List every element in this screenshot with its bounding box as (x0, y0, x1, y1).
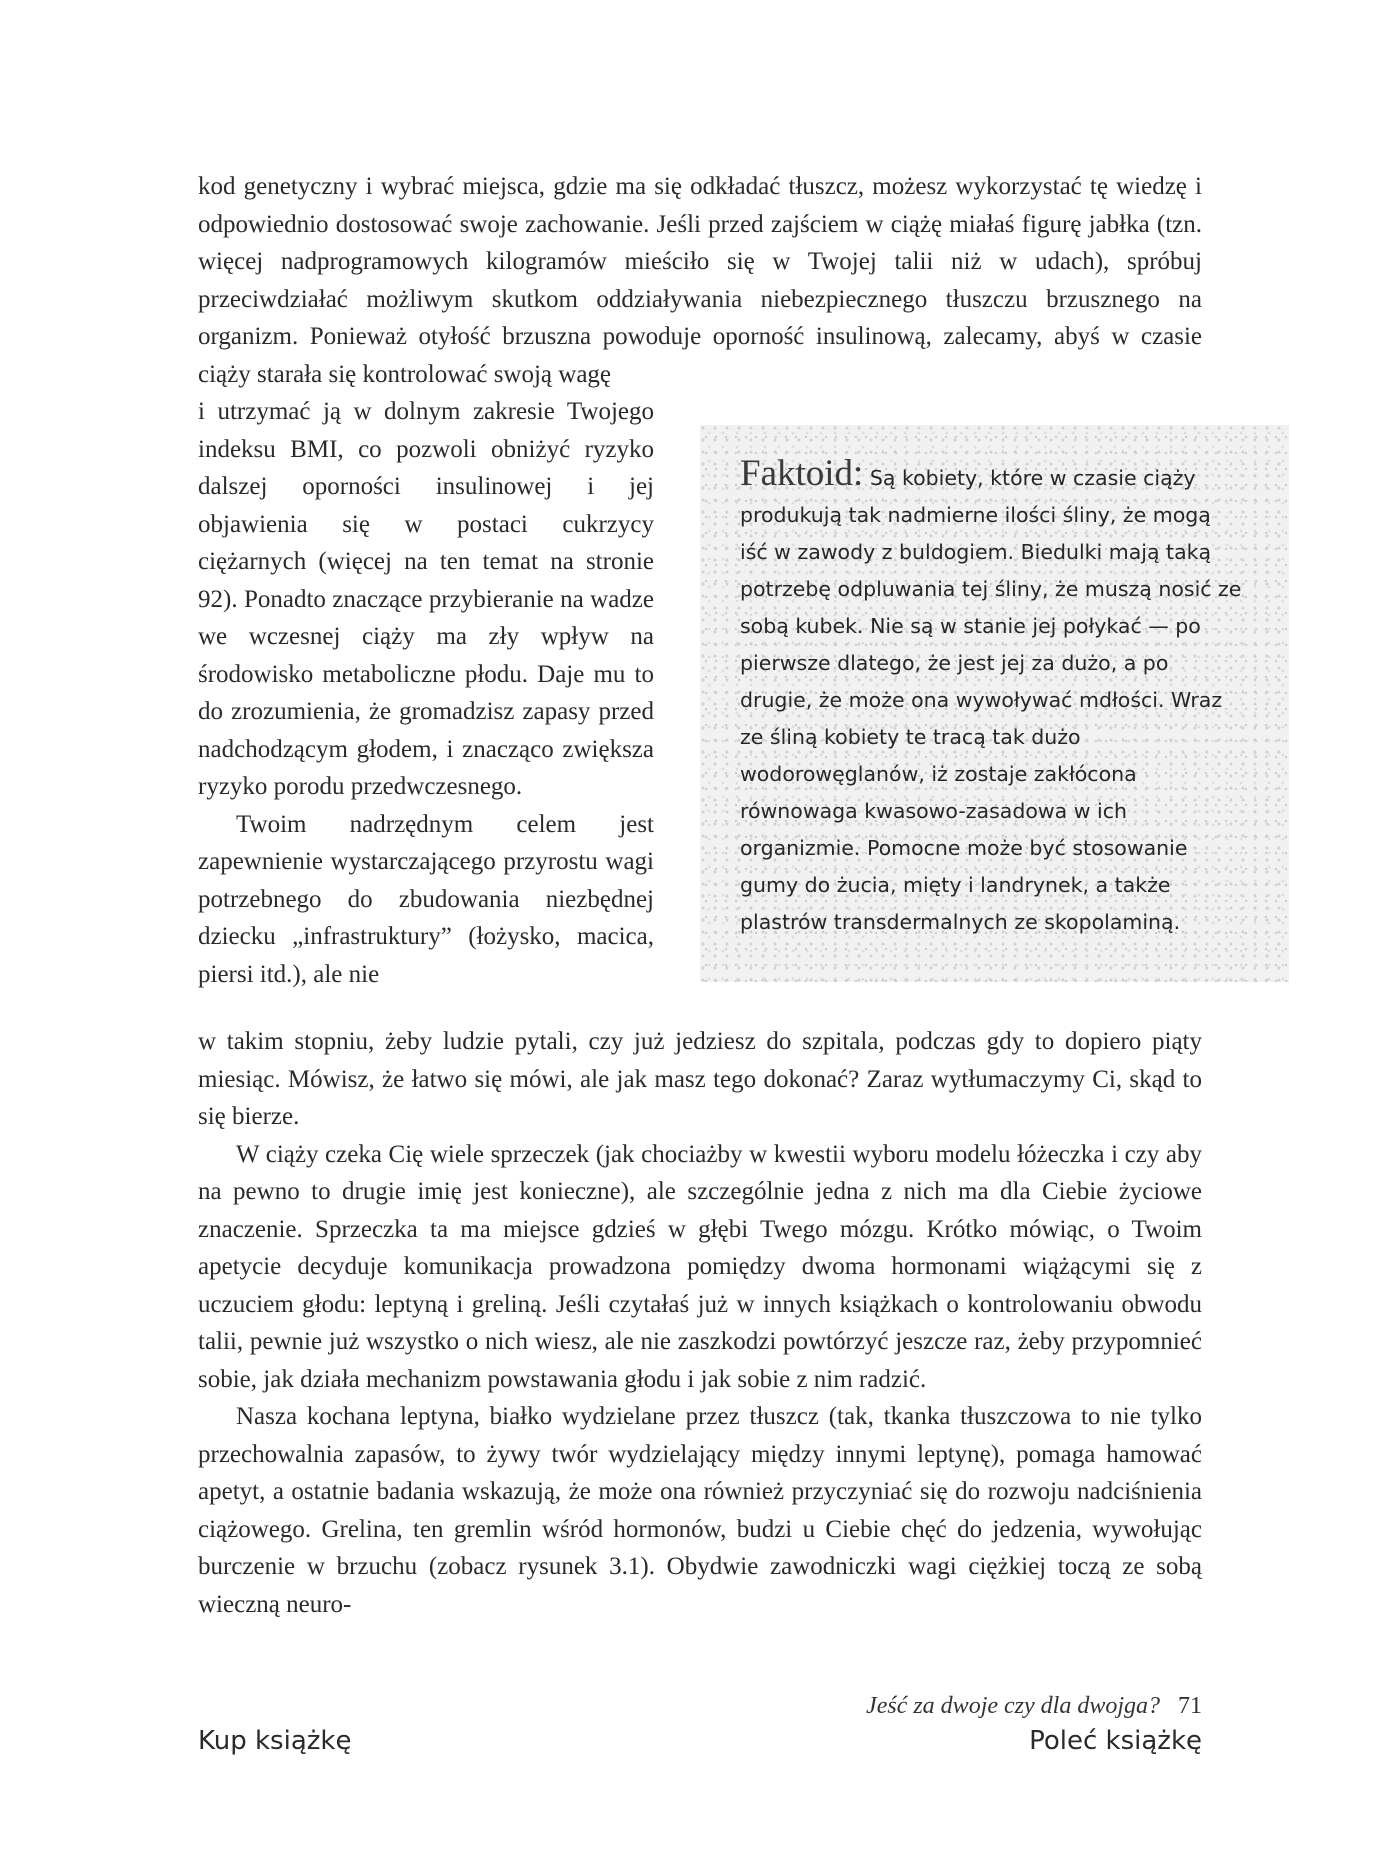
factoid-content (740, 455, 1245, 941)
top-paragraph (198, 168, 1202, 393)
left-column-text (198, 393, 654, 993)
buy-book-link[interactable]: Kup książkę (198, 1726, 352, 1756)
paragraph-leptin: Nasza kochana leptyna, białko wydzielane przez tłuszcz (tak, tkanka tłuszczowa to nie tylko przechowalnia zapasów, to żywy twór wydzielający między innymi leptynę), pomaga hamować apetyt, a ostatnie badania wskazują, że może ona również przyczyniać się do rozwoju nadciśnienia ciążowego. Grelina, ten gremlin wśród hormonów, budzi u Ciebie chęć do jedzenia, wywołując burczenie w brzuchu (zobacz rysunek 3.1). Obydwie zawodniczki wagi ciężkiej toczą ze sobą wieczną neuro- (198, 1403, 1202, 1618)
paragraph-continuation: kod genetyczny i wybrać miejsca, gdzie ma się odkładać tłuszcz, możesz wykorzystać tę wiedzę i odpowiednio dostosować swoje zachowanie. Jeśli przed zajściem w ciążę miałaś figurę jabłka (tzn. więcej nadprogramowych kilogramów mieściło się w Twojej talii niż w udach), spróbuj przeciwdziałać możliwym skutkom oddziaływania niebezpiecznego tłuszczu brzusznego na organizm. Ponieważ otyłość brzuszna powoduje oporność insulinową, zalecamy, abyś w czasie ciąży starała się kontrolować swoją wagę (198, 173, 1202, 388)
paragraph-bmi: i utrzymać ją w dolnym zakresie Twojego indeksu BMI, co pozwoli obniżyć ryzyko dalszej oporności insulinowej i jej objawienia się w postaci cukrzycy ciężarnych (więcej na ten temat na stronie 92). Ponadto znaczące przybieranie na wadze we wczesnej ciąży ma zły wpływ na środowisko metaboliczne płodu. Daje mu to do zrozumienia, że gromadzisz zapasy przed nadchodzącym głodem, i znacząco zwiększa ryzyko porodu przedwczesnego. (198, 398, 654, 800)
paragraph-goal: Twoim nadrzędnym celem jest zapewnienie wystarczającego przyrostu wagi potrzebnego do zbudowania niezbędnej dziecku „infrastruktury” (łożysko, macica, piersi itd.), ale nie (198, 810, 654, 988)
bottom-text (198, 1023, 1202, 1623)
paragraph-hormones: W ciąży czeka Cię wiele sprzeczek (jak chociażby w kwestii wyboru modelu łóżeczka i czy aby na pewno to drugie imię jest konieczne), ale szczególnie jedna z nich ma dla Ciebie życiowe znaczenie. Sprzeczka ta ma miejsce gdzieś w głębi Twego mózgu. Krótko mówiąc, o Twoim apetycie decyduje komunikacja prowadzona pomiędzy dwoma hormonami wiążącymi się z uczuciem głodu: leptyną i greliną. Jeśli czytałaś już w innych książkach o kontrolowaniu obwodu talii, pewnie już wszystko o nich wiesz, ale nie zaszkodzi powtórzyć jeszcze raz, żeby przypomnieć sobie, jak działa mechanizm powstawania głodu i jak sobie z nim radzić. (198, 1140, 1202, 1393)
factoid-box (700, 425, 1289, 982)
running-head (866, 1693, 1202, 1720)
running-head-title: Jeść za dwoje czy dla dwojga? (866, 1693, 1160, 1719)
recommend-book-link[interactable]: Poleć książkę (1029, 1726, 1202, 1756)
paragraph-continuation-bottom: w takim stopniu, żeby ludzie pytali, czy już jedziesz do szpitala, podczas gdy to dopiero piąty miesiąc. Mówisz, że łatwo się mówi, ale jak masz tego dokonać? Zaraz wytłumaczymy Ci, skąd to się bierze. (198, 1028, 1202, 1130)
page-number: 71 (1178, 1693, 1202, 1719)
factoid-title: Faktoid: (740, 453, 864, 494)
factoid-body: Są kobiety, które w czasie ciąży produkują tak nadmierne ilości śliny, że mogą iść w zawody z buldogiem. Biedulki mają taką potrzebę odpluwania tej śliny, że muszą nosić ze sobą kubek. Nie są w stanie jej połykać — po pierwsze dlatego, że jest jej za dużo, a po drugie, że może ona wywoływać mdłości. Wraz ze śliną kobiety te tracą tak dużo wodorowęglanów, iż zostaje zakłócona równowaga kwasowo-zasadowa w ich organizmie. Pomocne może być stosowanie gumy do żucia, mięty i landrynek, a także plastrów transdermalnych ze skopolaminą. (740, 466, 1242, 934)
